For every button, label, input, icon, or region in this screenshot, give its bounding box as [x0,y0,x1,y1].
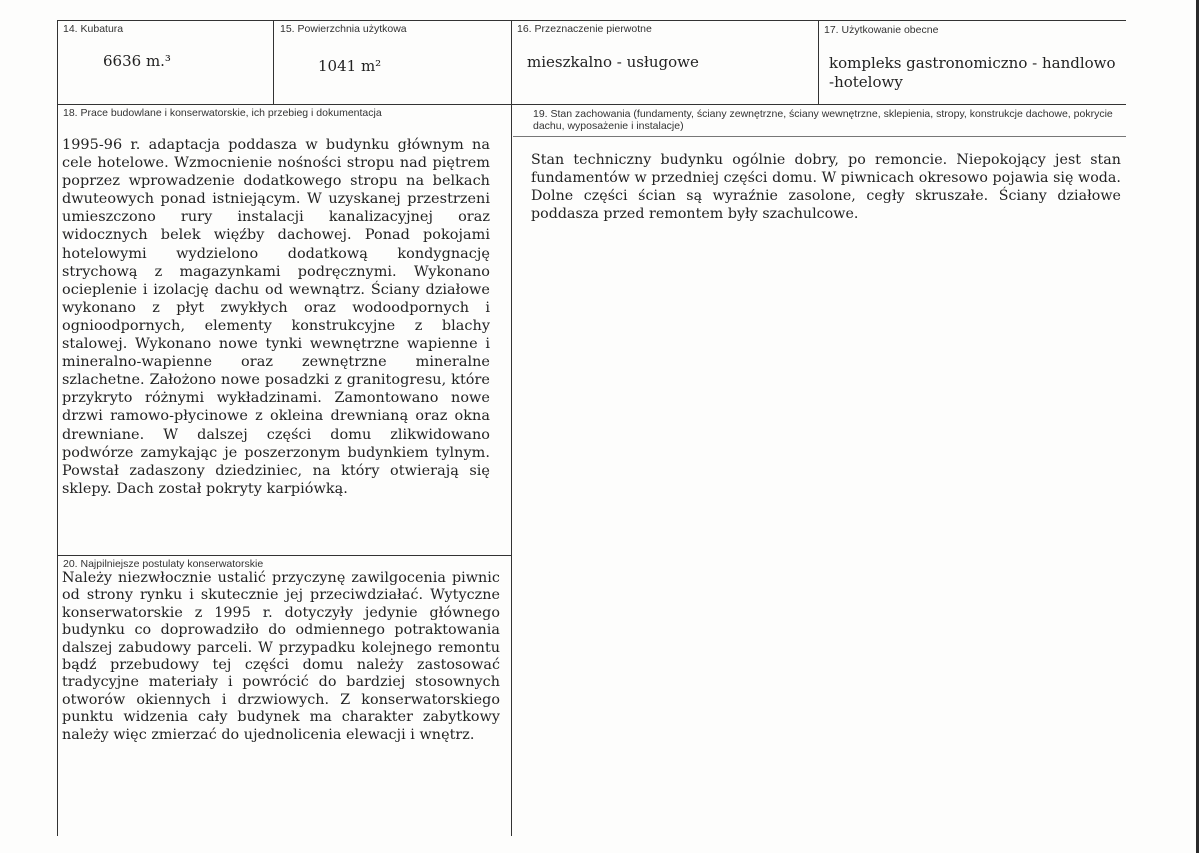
left-border [57,20,58,836]
top-border [57,20,1126,21]
kubatura-value: 6636 m.³ [103,52,171,70]
uzytkowanie-label: 17. Użytkowanie obecne [824,24,939,36]
section19-text: Stan techniczny budynku ogólnie dobry, po remoncie. Niepokojący jest stan fundamentów w przedniej części domu. W piwnicach okresowo pojawia się woda. Dolne części ścian są wyraźnie zasolone, cegły skruszałe. Ściany działowe poddasza przed remontem były szachulcowe. [531,152,1121,222]
section20-top-border [57,555,512,556]
section19-label-underline [513,136,1126,137]
col-divider-1 [273,20,274,104]
section20-label: 20. Najpilniejsze postulaty konserwatorskie [63,558,264,570]
przeznaczenie-label: 16. Przeznaczenie pierwotne [517,23,652,35]
powierzchnia-label: 15. Powierzchnia użytkowa [280,23,407,35]
uzytkowanie-value-line1: kompleks gastronomiczno - handlowo [829,54,1116,72]
section19-label: 19. Stan zachowania (fundamenty, ściany zewnętrzne, ściany wewnętrzne, sklepienia, stropy, konstrukcje dachowe, pokrycie dachu, wyposażenie i instalacje) [533,108,1113,132]
row1-bottom-border [57,104,1126,105]
section20-text: Należy niezwłocznie ustalić przyczynę zawilgocenia piwnic od strony rynku i skutecznie jej przeciwdziałać. Wytyczne konserwatorskie z 1995 r. dotyczyły jedynie głównego budynku co doprowadziło do odmiennego potraktowania dalszej zabudowy parceli. W przypadku kolejnego remontu bądź przebudowy tej części domu należy zastosować tradycyjne materiały i powrócić do bardziej stosownych otworów okiennych i drzwiowych. Z konserwatorskiego punktu widzenia cały budynek ma charakter zabytkowy należy więc zmierzać do ujednolicenia elewacji i wnętrz. [62,570,500,743]
section18-label: 18. Prace budowlane i konserwatorskie, ich przebieg i dokumentacja [63,107,382,119]
uzytkowanie-value-line2: -hotelowy [829,73,903,91]
col-divider-main [511,20,512,836]
col-divider-3 [818,20,819,104]
przeznaczenie-value: mieszkalno - usługowe [527,53,699,71]
kubatura-label: 14. Kubatura [63,23,124,35]
powierzchnia-value: 1041 m² [318,57,382,75]
section18-text: 1995-96 r. adaptacja poddasza w budynku głównym na cele hotelowe. Wzmocnienie nośności stropu nad piętrem poprzez wprowadzenie dodatkowego stropu na belkach dwuteowych ponad istniejącym. W uzyskanej przestrzeni umieszczono rury instalacji kanalizacyjnej oraz widocznych belek więźby dachowej. Ponad pokojami hotelowymi wydzielono dodatkową kondygnację strychową z magazynkami podręcznymi. Wykonano ocieplenie i izolację dachu od wewnątrz. Ściany działowe wykonano z płyt zwykłych oraz wodoodpornych i ognioodpornych, elementy konstrukcyjne z blachy stalowej. Wykonano nowe tynki wewnętrzne wapienne i mineralno-wapienne oraz zewnętrzne mineralne szlachetne. Założono nowe posadzki z granitogresu, które przykryto różnymi wykładzinami. Zamontowano nowe drzwi ramowo-płycinowe z okleina drewnianą oraz okna drewniane. W dalszej części domu zlikwidowano podwórze zamykając je poszerzonym budynkiem tylnym. Powstał zadaszony dziedziniec, na który otwierają się sklepy. Dach został pokryty karpiówką. [62,137,490,497]
